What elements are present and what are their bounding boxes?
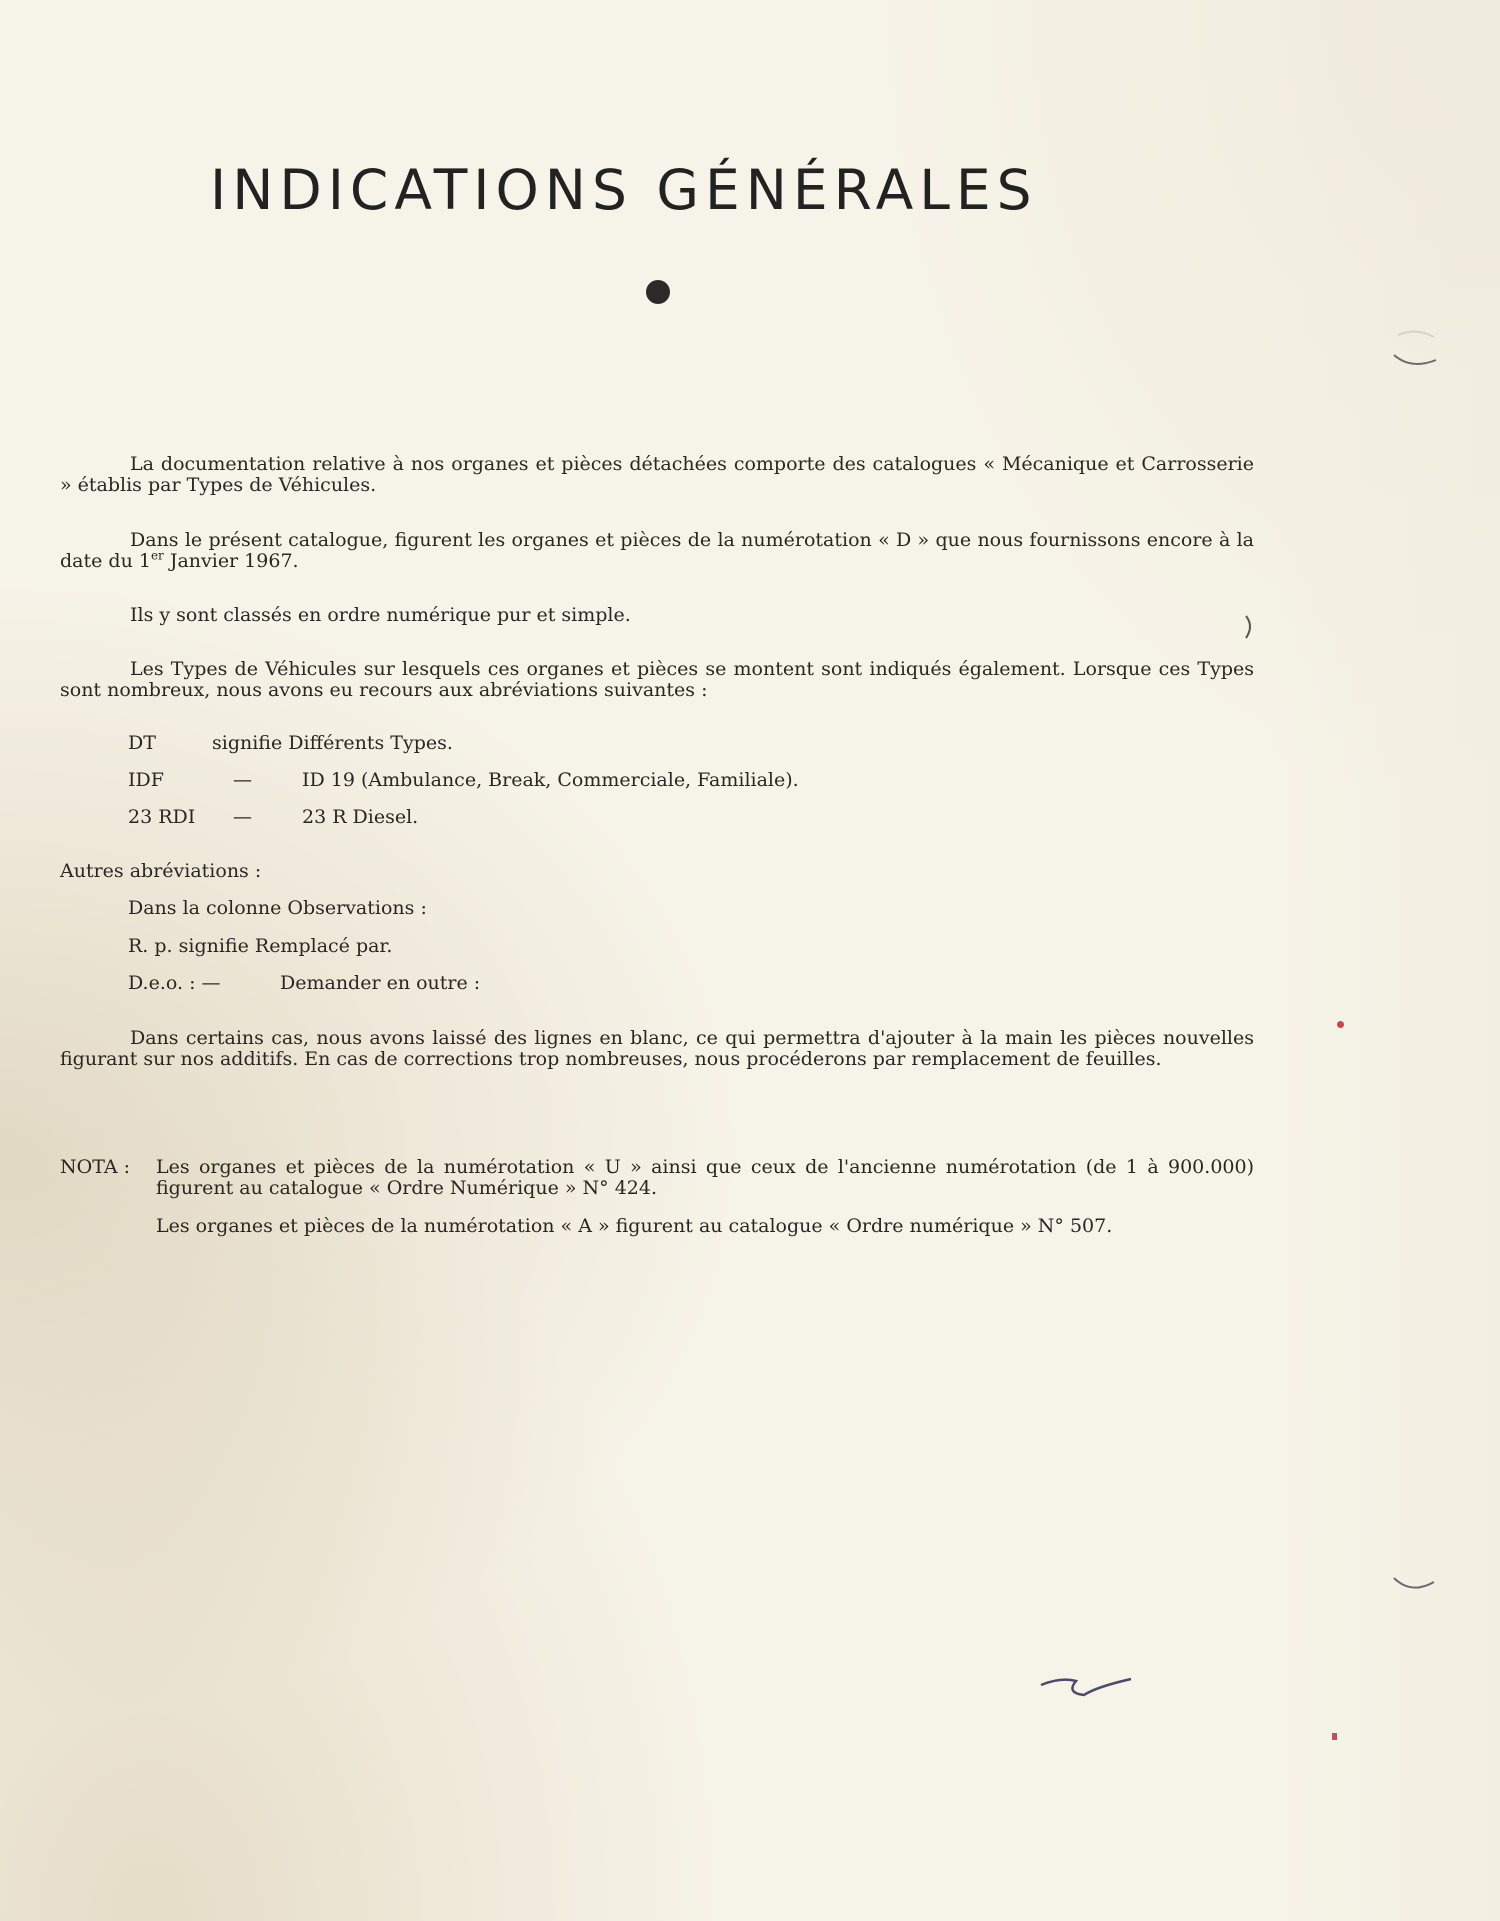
paragraph-documentation xyxy=(60,454,1254,496)
abbreviation-code: IDF xyxy=(128,769,164,791)
superscript-er: er xyxy=(150,548,164,563)
deo-abbreviation-code: D.e.o. : — xyxy=(128,972,221,994)
paragraph-present-catalogue xyxy=(60,530,1254,572)
nota-text-a-numbering: Les organes et pièces de la numérotation « A » figurent au catalogue « Ordre numérique » N° 507. xyxy=(156,1215,1113,1237)
paragraph-classification-text: Ils y sont classés en ordre numérique pur et simple. xyxy=(130,604,631,626)
paragraph-documentation-text: La documentation relative à nos organes et pièces détachées comporte des catalogues « Mécanique et Carrosserie » établis par Types de Véhicules. xyxy=(60,453,1254,496)
abbreviation-dash: — xyxy=(233,806,252,828)
paragraph-classification xyxy=(60,605,1254,626)
abbreviation-dash: — xyxy=(233,769,252,791)
title-bullet-dot xyxy=(646,280,670,304)
nota-text-u-numbering: Les organes et pièces de la numérotation « U » ainsi que ceux de l'ancienne numérotation (de 1 à 900.000) figurent au catalogue « Ordre Numérique » N° 424. xyxy=(156,1156,1254,1199)
deo-abbreviation-meaning: Demander en outre : xyxy=(280,972,481,994)
paragraph-blank-lines xyxy=(60,1028,1254,1070)
nota-label: NOTA : xyxy=(60,1156,130,1178)
paragraph-blank-lines-text: Dans certains cas, nous avons laissé des lignes en blanc, ce qui permettra d'ajouter à la main les pièces nouvelles figurant sur nos additifs. En cas de corrections trop nombreuses, nous procéderons par remplacement de feuilles. xyxy=(60,1027,1254,1070)
abbreviation-code: 23 RDI xyxy=(128,806,196,828)
punch-hole-mark-bottom xyxy=(1386,1560,1446,1610)
paragraph-vehicle-types-text: Les Types de Véhicules sur lesquels ces organes et pièces se montent sont indiqués également. Lorsque ces Types sont nombreux, nous avons eu recours aux abréviations suivantes : xyxy=(60,658,1254,701)
handwritten-pencil-mark xyxy=(1036,1665,1136,1715)
paragraph-vehicle-types xyxy=(60,659,1254,701)
paragraph-present-catalogue-date: Janvier 1967. xyxy=(163,550,299,572)
rp-abbreviation: R. p. signifie Remplacé par. xyxy=(128,935,393,957)
page-title: INDICATIONS GÉNÉRALES xyxy=(210,158,1038,222)
paragraph-present-catalogue-text: Dans le présent catalogue, figurent les organes et pièces de la numérotation « D » que nous fournissons encore à la date du 1 xyxy=(60,529,1254,572)
abbreviation-meaning: 23 R Diesel. xyxy=(302,806,419,828)
pencil-tick-mark xyxy=(1240,612,1260,642)
abbreviation-meaning: ID 19 (Ambulance, Break, Commerciale, Familiale). xyxy=(302,769,799,791)
abbreviation-code: DT xyxy=(128,732,156,754)
other-abbreviations-heading: Autres abréviations : xyxy=(60,860,262,882)
red-ink-speck xyxy=(1332,1733,1337,1740)
red-ink-dot xyxy=(1337,1021,1344,1028)
abbreviation-meaning: signifie Différents Types. xyxy=(212,732,453,754)
page-edge-shading xyxy=(1270,0,1500,1921)
punch-hole-mark-top xyxy=(1386,325,1446,375)
observations-column-note: Dans la colonne Observations : xyxy=(128,897,427,919)
